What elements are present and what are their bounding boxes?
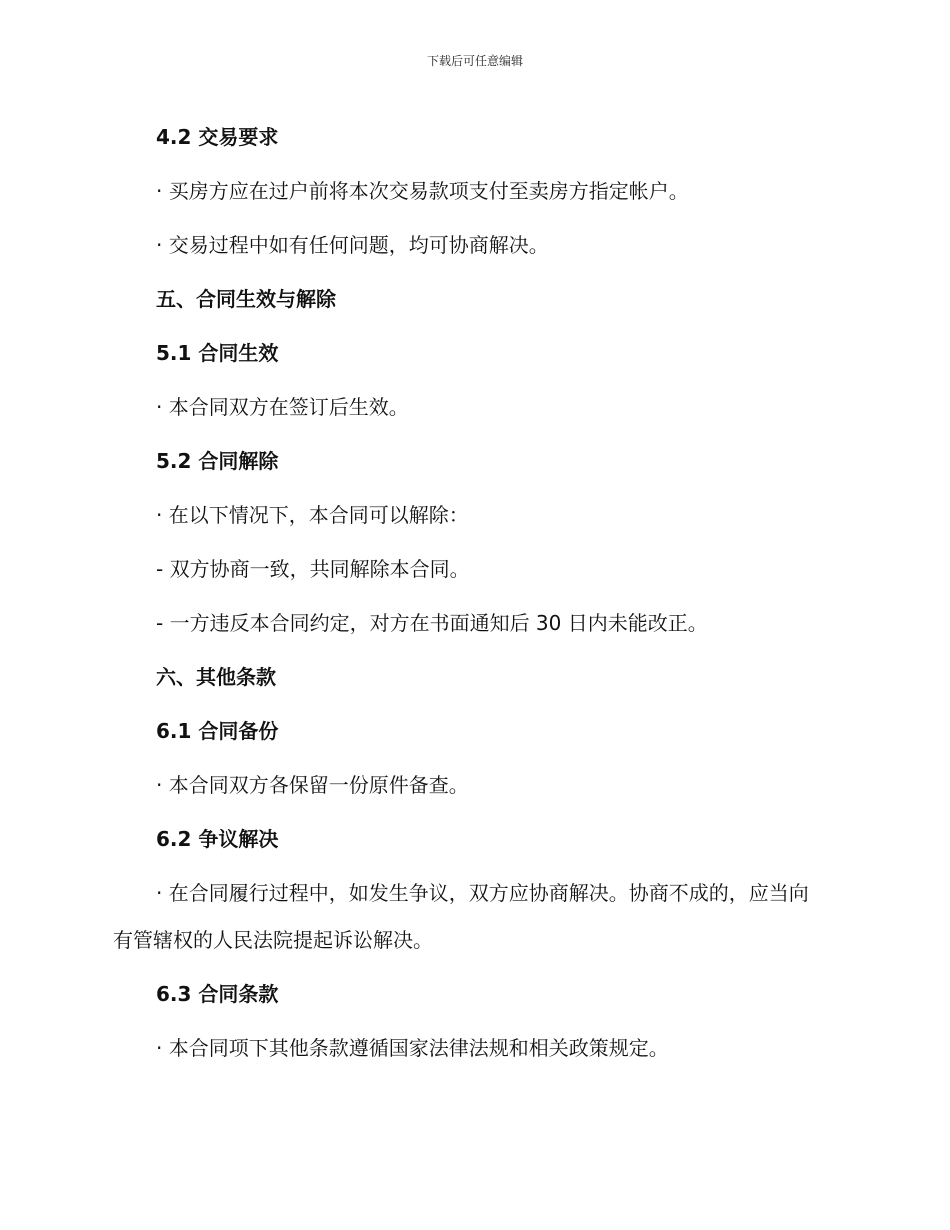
section-heading-6-1: 6.1 合同备份 bbox=[156, 719, 279, 743]
document-body bbox=[113, 110, 823, 1075]
clause-4-2-negotiation: · 交易过程中如有任何问题，均可协商解决。 bbox=[156, 233, 549, 257]
chapter-heading-5: 五、合同生效与解除 bbox=[156, 287, 336, 311]
section-heading-5-2: 5.2 合同解除 bbox=[156, 449, 279, 473]
clause-5-2-breach: - 一方违反本合同约定，对方在书面通知后 30 日内未能改正。 bbox=[156, 611, 708, 635]
page-header: 下载后可任意编辑 bbox=[426, 54, 523, 68]
section-heading-5-1: 5.1 合同生效 bbox=[156, 341, 279, 365]
clause-5-2-conditions: · 在以下情况下，本合同可以解除： bbox=[156, 503, 469, 527]
clause-5-1-effective: · 本合同双方在签订后生效。 bbox=[156, 395, 409, 419]
clause-6-2-dispute: · 在合同履行过程中，如发生争议，双方应协商解决。协商不成的，应当向有管辖权的人民法院提起诉讼解决。 bbox=[113, 881, 809, 952]
section-heading-4-2: 4.2 交易要求 bbox=[156, 125, 279, 149]
clause-5-2-mutual: - 双方协商一致，共同解除本合同。 bbox=[156, 557, 470, 581]
section-heading-6-3: 6.3 合同条款 bbox=[156, 982, 279, 1006]
clause-6-3-terms: · 本合同项下其他条款遵循国家法律法规和相关政策规定。 bbox=[156, 1036, 669, 1060]
clause-6-1-backup: · 本合同双方各保留一份原件备查。 bbox=[156, 773, 469, 797]
section-heading-6-2: 6.2 争议解决 bbox=[156, 827, 279, 851]
clause-4-2-payment: · 买房方应在过户前将本次交易款项支付至卖房方指定帐户。 bbox=[156, 179, 689, 203]
chapter-heading-6: 六、其他条款 bbox=[156, 665, 276, 689]
